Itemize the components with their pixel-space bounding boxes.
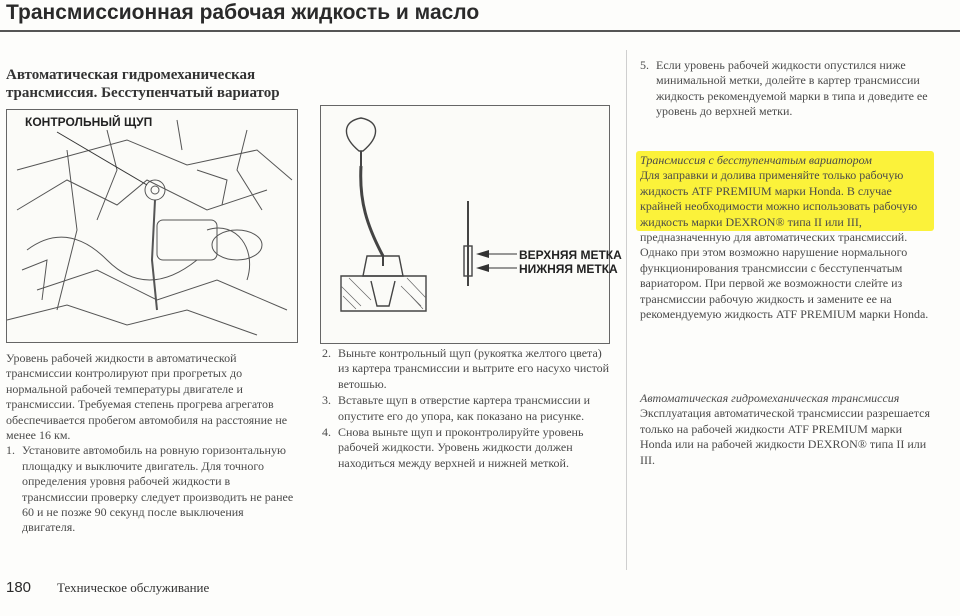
section-title: Автоматическая гидромеханическая трансмиссия. Бесступенчатый вариатор (6, 67, 280, 101)
list-item (322, 346, 610, 392)
step-number: 3. (322, 393, 331, 408)
cvt-subtitle: Трансмиссия с бесступенчатым вариатором (640, 153, 872, 167)
upper-mark-label: ВЕРХНЯЯ МЕТКА (519, 248, 622, 262)
cvt-highlighted-sentence: Для заправки и долива применяйте только рабочую жидкость ATF PREMIUM марки Honda. (640, 168, 904, 198)
step-text: Установите автомобиль на ровную горизонтальную площадку и выключите двигатель. Для точного определения уровня рабочей жидкости в трансмиссии проверку следует производить не ранее 60 и не позже 90 секунд после выключения двигателя. (22, 443, 294, 535)
hydro-paragraph: Эксплуатация автоматической трансмиссии разрешается только на рабочей жидкости ATF PREMIUM марки Honda или на рабочей жидкости DEXRON® типа II или III. (640, 406, 930, 467)
middle-text-block (322, 346, 610, 472)
list-item (6, 443, 296, 535)
engine-bay-figure (6, 109, 298, 343)
intro-paragraph: Уровень рабочей жидкости в автоматической трансмиссии контролируют при прогретых до нормальной рабочей температуры двигателе и трансмиссии. Требуемая степень прогрева агрегатов обеспечивается пробегом автомобиля на расстояние не менее 16 км. (6, 351, 288, 443)
dipstick-figure (320, 105, 622, 344)
page-header (0, 0, 960, 32)
step-text: Снова выньте щуп и проконтролируйте уровень рабочей жидкости. Уровень жидкости должен находиться между верхней и нижней меткой. (338, 425, 584, 470)
page-number: 180 (6, 579, 32, 596)
step-number: 4. (322, 425, 331, 440)
step-number: 5. (640, 58, 649, 72)
step-number: 1. (6, 443, 15, 458)
right-steps (640, 58, 930, 120)
engine-bay-illustration (7, 110, 297, 342)
list-item (322, 393, 610, 424)
highlighted-text (636, 151, 934, 324)
left-steps (6, 443, 296, 535)
middle-steps (322, 346, 610, 471)
step-text: Вставьте щуп в отверстие картера трансмиссии и опустите его до упора, как показано на рисунке. (338, 393, 591, 423)
left-text-block (6, 351, 296, 537)
lower-mark-label: НИЖНЯЯ МЕТКА (519, 262, 618, 276)
hydro-block (640, 391, 930, 468)
footer-section-name: Техническое обслуживание (57, 580, 210, 595)
list-item (640, 58, 930, 120)
page-footer (6, 579, 209, 597)
dipstick-label: КОНТРОЛЬНЫЙ ЩУП (25, 115, 153, 129)
step-text: Если уровень рабочей жидкости опустился ниже минимальной метки, долейте в картер трансмиссии жидкость рекомендуемой марки в типа и доведите ее уровень до верхней метки. (656, 58, 928, 119)
list-item (322, 425, 610, 471)
step-number: 2. (322, 346, 331, 360)
dipstick-illustration (321, 106, 609, 343)
step-text: Выньте контрольный щуп (рукоятка желтого цвета) из картера трансмиссии и вытрите его насухо чистой ветошью. (338, 346, 610, 391)
page-title: Трансмиссионная рабочая жидкость и масло (6, 1, 480, 24)
column-divider (626, 50, 627, 570)
hydro-subtitle: Автоматическая гидромеханическая трансмиссия (640, 391, 900, 405)
right-step5 (640, 58, 930, 121)
highlight-block (636, 151, 934, 324)
cvt-continuation: В случае крайней необходимости можно использовать рабочую жидкость марки DEXRON® типа II или III, предназначенную для автоматических трансмиссий. Однако при этом возможно нарушение нормального функционирования трансмиссии с бесступенчатым вариатором. При первой же возможности слейте из трансмиссии рабочую жидкость и замените ее на рекомендуемую жидкость ATF PREMIUM марки Honda. (640, 183, 929, 322)
